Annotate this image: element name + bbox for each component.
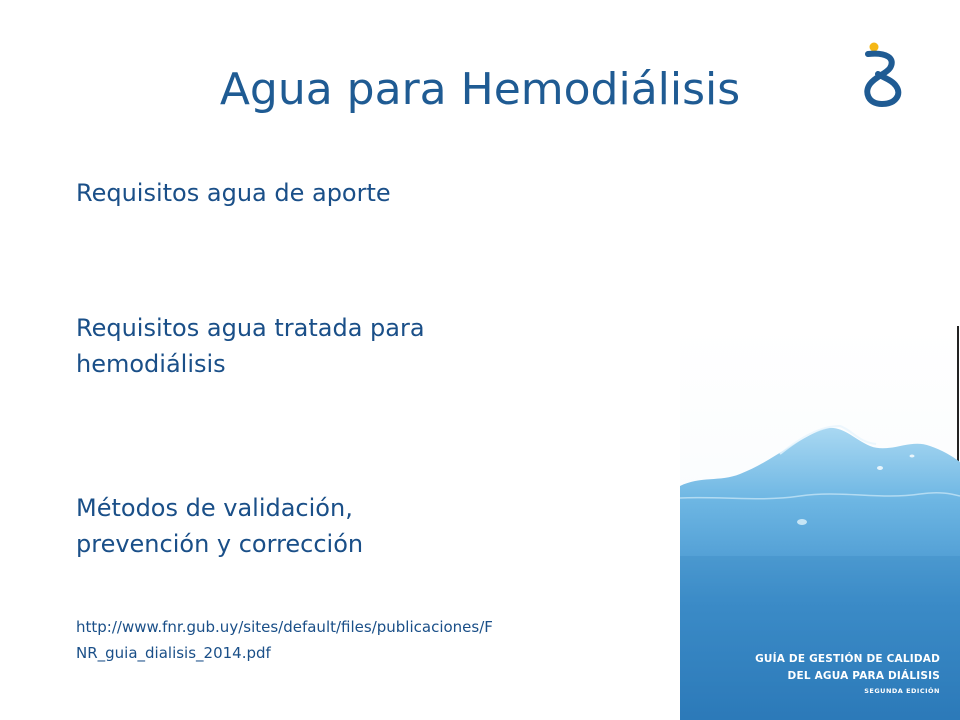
cover-title-line: GUÍA DE GESTIÓN DE CALIDAD [755,653,940,665]
cover-edition: SEGUNDA EDICIÓN [864,687,940,695]
bullet-validation-methods [76,490,363,562]
guide-cover-image [680,326,960,720]
bullet-line: Requisitos agua tratada para [76,314,425,342]
bullet-treated-water [76,310,425,382]
cover-title-line: DEL AGUA PARA DIÁLISIS [787,670,940,682]
bullet-line: Requisitos agua de aporte [76,179,391,207]
cover-title [755,651,940,697]
link-line[interactable]: http://www.fnr.gub.uy/sites/default/files/publicaciones/F [76,618,493,636]
slide-title: Agua para Hemodiálisis [219,64,741,115]
bullet-line: hemodiálisis [76,350,226,378]
reference-link[interactable] [76,614,493,666]
bullet-line: prevención y corrección [76,530,364,558]
link-line[interactable]: NR_guia_dialisis_2014.pdf [76,644,271,662]
institution-logo-icon [856,40,908,110]
bullet-water-supply [76,175,391,211]
bullet-line: Métodos de validación, [76,494,353,522]
